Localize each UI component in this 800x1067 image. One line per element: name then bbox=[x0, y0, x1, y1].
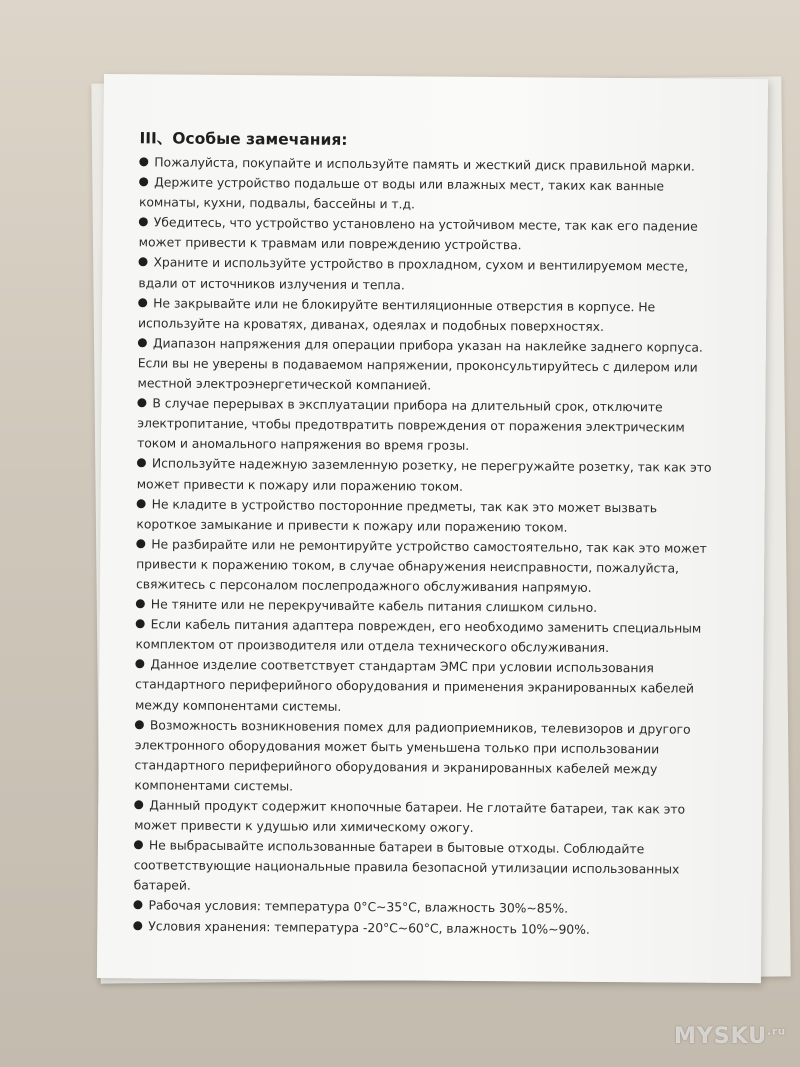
note-item bbox=[135, 614, 735, 659]
note-item bbox=[138, 293, 738, 338]
note-text: В случае перерывах в эксплуатации прибора на длительный срок, отключите электропитание, чтобы предотвратить повреждения от поражения электрическим током и аномального напряжения во время грозы. bbox=[137, 395, 685, 454]
bullet-icon bbox=[136, 599, 145, 608]
bullet-icon bbox=[138, 298, 147, 307]
bullet-icon bbox=[136, 619, 145, 628]
bullet-icon bbox=[137, 499, 146, 508]
note-item bbox=[134, 715, 735, 800]
note-text: Не закрывайте или не блокируйте вентиляционные отверстия в корпусе. Не используйте на кроватях, диванах, одеялах и подобных поверхностях. bbox=[137, 295, 656, 334]
bullet-icon bbox=[133, 921, 142, 930]
note-text: Данный продукт содержит кнопочные батареи. Не глотайте батареи, так как это может привести к удушью или химическому ожогу. bbox=[134, 797, 686, 836]
note-text: Пожалуйста, покупайте и используйте память и жесткий диск правильной марки. bbox=[154, 154, 695, 174]
note-item bbox=[139, 213, 739, 258]
note-item bbox=[134, 835, 734, 900]
note-text: Не кладите в устройство посторонние предметы, так как это может вызвать короткое замыкание и привести к пожару или поражению током. bbox=[136, 495, 658, 535]
note-text: Данное изделие соответствует стандартам ЭМС при условии использования стандартного периферийного оборудования и применения экранированных кабелей между компонентами системы. bbox=[134, 656, 695, 714]
bullet-icon bbox=[138, 258, 147, 267]
note-text: Условия хранения: температура -20°C~60°C, влажность 10%~90%. bbox=[148, 917, 590, 937]
bullet-icon bbox=[138, 338, 147, 347]
bullet-icon bbox=[134, 800, 143, 809]
note-text: Возможность возникновения помех для радиоприемников, телевизоров и другого электронного оборудования может быть уменьшена только при использовании стандартного периферийного оборудования и экранированных кабелей между компонентами системы. bbox=[134, 717, 691, 794]
note-text: Если кабель питания адаптера поврежден, его необходимо заменить специальным комплектом от производителя или отдела технического обслуживания. bbox=[135, 616, 702, 656]
manual-page bbox=[97, 74, 768, 983]
note-item bbox=[139, 172, 739, 217]
bullet-icon bbox=[133, 901, 142, 910]
bullet-icon bbox=[135, 720, 144, 729]
note-text: Не выбрасывайте использованные батареи в бытовые отходы. Соблюдайте соответствующие национальные правила безопасной утилизации использованных батарей. bbox=[133, 837, 680, 894]
note-text: Диапазон напряжения для операции прибора указан на наклейке заднего корпуса. Если вы не уверены в подаваемом напряжении, проконсультируйтесь с дилером или местной электроэнергетической компанией. bbox=[137, 335, 703, 393]
watermark-suffix: .ru bbox=[767, 1026, 786, 1038]
page-content bbox=[133, 128, 739, 940]
bullet-icon bbox=[137, 398, 146, 407]
note-item bbox=[138, 253, 738, 298]
bullet-icon bbox=[135, 660, 144, 669]
note-item bbox=[137, 333, 737, 398]
note-text: Держите устройство подальше от воды или влажных мест, таких как ванные комнаты, кухни, подвалы, бассейны и т.д. bbox=[138, 174, 665, 212]
bullet-icon bbox=[136, 539, 145, 548]
note-item bbox=[136, 534, 736, 599]
note-text: Используйте надежную заземленную розетку, не перегружайте розетку, так как это может привести к пожару или поражению током. bbox=[136, 455, 712, 494]
note-text: Храните и используйте устройство в прохладном, сухом и вентилируемом месте, вдали от источников излучения и тепла. bbox=[138, 254, 689, 292]
note-text: Рабочая условия: температура 0°C~35°C, влажность 30%~85%. bbox=[148, 897, 569, 917]
watermark-logo bbox=[674, 1024, 786, 1049]
note-item bbox=[134, 795, 734, 840]
section-title: III、Особые замечания: bbox=[139, 129, 348, 149]
watermark-text: MYSKU bbox=[673, 1024, 768, 1049]
bullet-icon bbox=[137, 459, 146, 468]
bullet-icon bbox=[134, 840, 143, 849]
note-item bbox=[137, 393, 737, 458]
notes-list bbox=[133, 152, 739, 940]
note-item bbox=[137, 454, 737, 499]
note-text: Не тяните или не перекручивайте кабель питания слишком сильно. bbox=[150, 596, 598, 615]
note-item bbox=[133, 916, 733, 941]
note-item bbox=[135, 655, 735, 720]
bullet-icon bbox=[139, 218, 148, 227]
note-item bbox=[136, 494, 736, 539]
note-text: Убедитесь, что устройство установлено на устойчивом месте, так как его падение может привести к травмам или повреждению устройства. bbox=[138, 214, 698, 253]
note-text: Не разбирайте или не ремонтируйте устройство самостоятельно, так как это может привести к поражению током, в случае обнаружения неисправности, пожалуйста, свяжитесь с персоналом послепродажного обслуживания напрямую. bbox=[135, 536, 707, 595]
bullet-icon bbox=[139, 157, 148, 166]
bullet-icon bbox=[139, 177, 148, 186]
